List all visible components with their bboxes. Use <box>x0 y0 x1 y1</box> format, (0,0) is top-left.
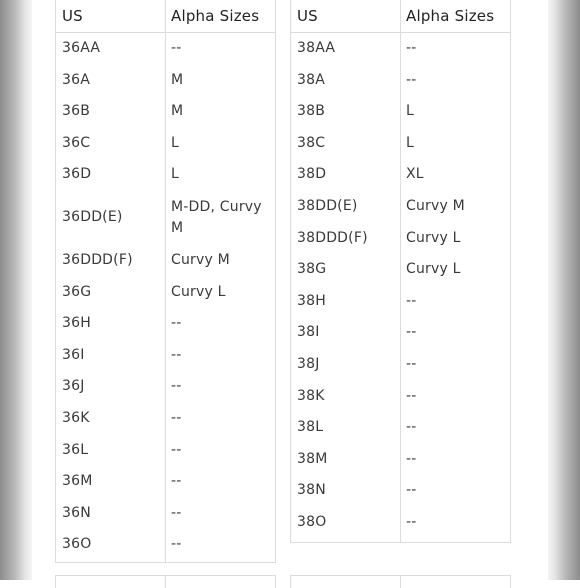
alpha-size-cell: M <box>166 96 276 128</box>
alpha-size-cell: -- <box>166 371 276 403</box>
table-row <box>56 403 276 435</box>
us-size-cell: 36H <box>56 308 166 340</box>
column-divider <box>400 576 401 588</box>
table-row <box>291 33 511 65</box>
us-size-cell: 36DDD(F) <box>56 245 166 277</box>
us-size-cell: 36D <box>56 159 166 191</box>
table-header-row <box>291 0 511 33</box>
us-size-cell: 36I <box>56 340 166 372</box>
column-divider <box>165 576 166 588</box>
us-size-cell: 38AA <box>291 33 401 65</box>
table-row <box>56 340 276 372</box>
alpha-size-cell: -- <box>401 65 511 97</box>
us-size-cell: 38O <box>291 507 401 542</box>
us-size-cell: 36L <box>56 435 166 467</box>
table-row <box>291 381 511 413</box>
us-size-cell: 38D <box>291 159 401 191</box>
alpha-size-cell: M <box>166 65 276 97</box>
table-row <box>56 466 276 498</box>
us-size-cell: 38H <box>291 286 401 318</box>
us-size-cell: 36B <box>56 96 166 128</box>
alpha-size-cell: L <box>166 128 276 160</box>
us-size-cell: 38C <box>291 128 401 160</box>
alpha-size-cell: -- <box>401 507 511 542</box>
size-chart-38 <box>290 0 511 543</box>
alpha-size-cell: -- <box>166 33 276 65</box>
us-size-cell: 36N <box>56 498 166 530</box>
us-size-cell: 36M <box>56 466 166 498</box>
us-size-cell: 36G <box>56 277 166 309</box>
alpha-size-cell: -- <box>401 412 511 444</box>
table-row <box>291 254 511 286</box>
us-size-cell: 38N <box>291 475 401 507</box>
table-row <box>56 191 276 245</box>
alpha-sizes-column-header: Alpha Sizes <box>166 0 276 33</box>
alpha-size-cell: -- <box>401 317 511 349</box>
table-row <box>56 65 276 97</box>
table-row <box>291 65 511 97</box>
alpha-size-cell: -- <box>166 403 276 435</box>
us-column-header: US <box>56 0 166 33</box>
photo-edge-left <box>0 0 32 580</box>
alpha-size-cell: -- <box>401 349 511 381</box>
next-table-edge <box>290 575 511 588</box>
table-row <box>291 96 511 128</box>
us-size-cell: 38K <box>291 381 401 413</box>
table-header-row <box>56 0 276 33</box>
table-row <box>56 498 276 530</box>
table-row <box>291 507 511 542</box>
photo-edge-right <box>548 0 580 580</box>
table-row <box>291 223 511 255</box>
us-size-cell: 36O <box>56 529 166 562</box>
table-row <box>56 435 276 467</box>
us-size-cell: 36C <box>56 128 166 160</box>
table-row <box>56 529 276 562</box>
alpha-size-cell: L <box>401 128 511 160</box>
alpha-size-cell: Curvy M <box>166 245 276 277</box>
table-row <box>56 159 276 191</box>
alpha-size-cell: Curvy L <box>401 254 511 286</box>
table-row <box>291 128 511 160</box>
us-size-cell: 38L <box>291 412 401 444</box>
next-table-edge <box>55 575 276 588</box>
us-size-cell: 38A <box>291 65 401 97</box>
us-size-cell: 36AA <box>56 33 166 65</box>
table-row <box>291 317 511 349</box>
us-size-cell: 38M <box>291 444 401 476</box>
table-row <box>56 245 276 277</box>
table-row <box>56 308 276 340</box>
us-size-cell: 36A <box>56 65 166 97</box>
table-row <box>291 475 511 507</box>
table-row <box>291 286 511 318</box>
table-row <box>291 159 511 191</box>
table-row <box>291 444 511 476</box>
size-chart-36 <box>55 0 276 563</box>
us-size-cell: 38J <box>291 349 401 381</box>
alpha-size-cell: -- <box>401 475 511 507</box>
alpha-size-cell: L <box>166 159 276 191</box>
alpha-size-cell: -- <box>401 381 511 413</box>
alpha-size-cell: Curvy L <box>401 223 511 255</box>
us-size-cell: 38G <box>291 254 401 286</box>
table-row <box>56 128 276 160</box>
us-size-cell: 36DD(E) <box>56 191 166 245</box>
us-size-cell: 36J <box>56 371 166 403</box>
table-row <box>291 349 511 381</box>
table-row <box>291 412 511 444</box>
table-row <box>56 371 276 403</box>
alpha-size-cell: XL <box>401 159 511 191</box>
alpha-sizes-column-header: Alpha Sizes <box>401 0 511 33</box>
alpha-size-cell: -- <box>401 286 511 318</box>
table-row <box>56 33 276 65</box>
alpha-size-cell: -- <box>166 308 276 340</box>
us-size-cell: 38B <box>291 96 401 128</box>
us-size-cell: 38I <box>291 317 401 349</box>
alpha-size-cell: M-DD, Curvy M <box>166 191 276 245</box>
alpha-size-cell: -- <box>166 466 276 498</box>
alpha-size-cell: -- <box>401 444 511 476</box>
table-row <box>56 277 276 309</box>
alpha-size-cell: -- <box>166 340 276 372</box>
alpha-size-cell: L <box>401 96 511 128</box>
alpha-size-cell: -- <box>401 33 511 65</box>
us-column-header: US <box>291 0 401 33</box>
us-size-cell: 38DDD(F) <box>291 223 401 255</box>
us-size-cell: 38DD(E) <box>291 191 401 223</box>
us-size-cell: 36K <box>56 403 166 435</box>
alpha-size-cell: -- <box>166 498 276 530</box>
alpha-size-cell: Curvy L <box>166 277 276 309</box>
alpha-size-cell: -- <box>166 529 276 562</box>
table-row <box>291 191 511 223</box>
alpha-size-cell: Curvy M <box>401 191 511 223</box>
alpha-size-cell: -- <box>166 435 276 467</box>
table-row <box>56 96 276 128</box>
